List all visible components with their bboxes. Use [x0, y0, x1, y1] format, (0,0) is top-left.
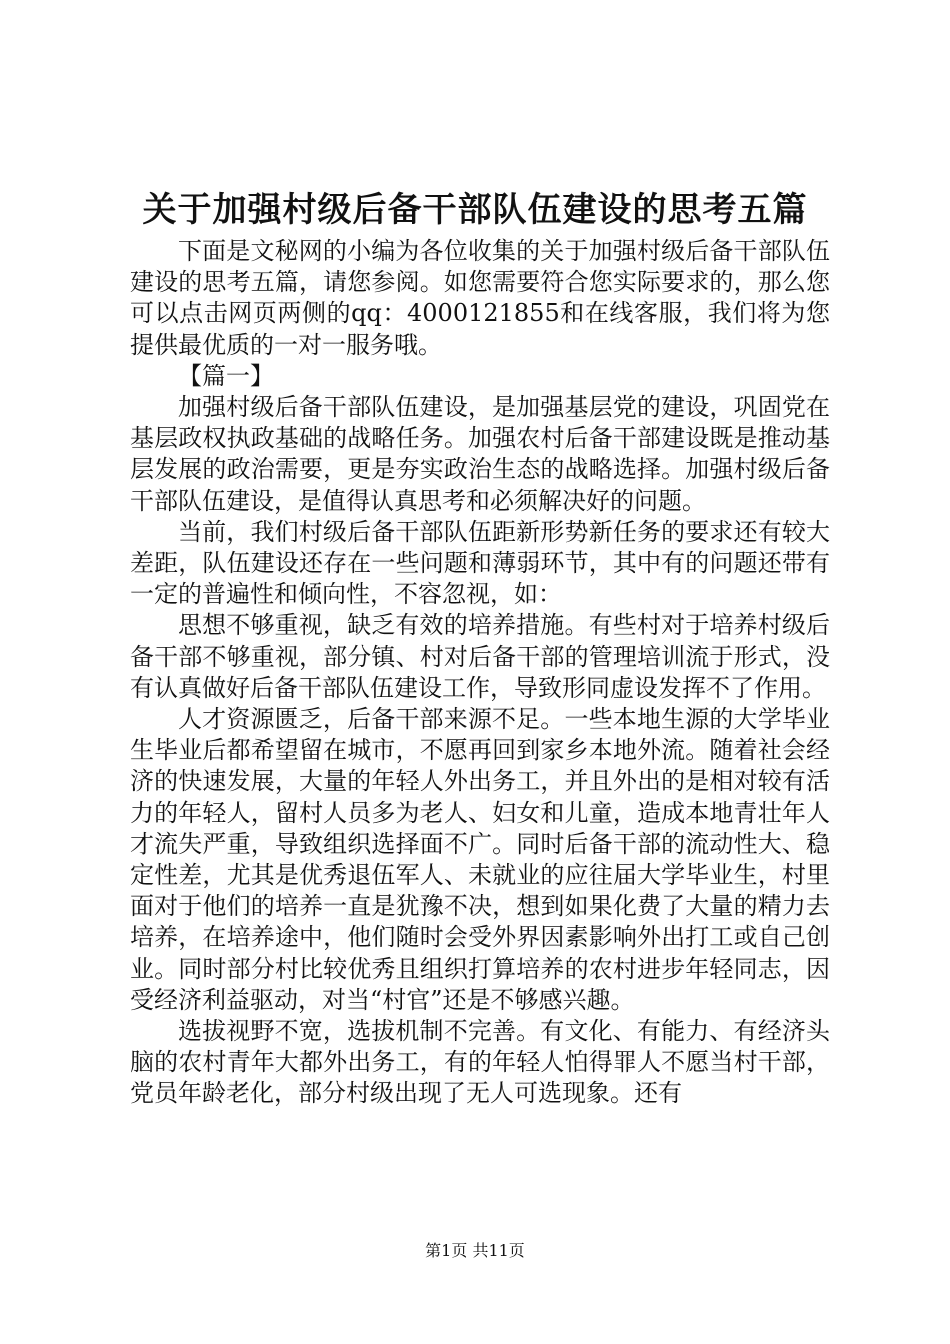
body-paragraph: 思想不够重视，缺乏有效的培养措施。有些村对于培养村级后备干部不够重视，部分镇、村对后备干部的管理培训流于形式，没有认真做好后备干部队伍建设工作，导致形同虚设发挥不了作用。 [130, 611, 830, 702]
body-paragraph: 人才资源匮乏，后备干部来源不足。一些本地生源的大学毕业生毕业后都希望留在城市，不愿再回到家乡本地外流。随着社会经济的快速发展，大量的年轻人外出务工，并且外出的是相对较有活力的年轻人，留村人员多为老人、妇女和儿童，造成本地青壮年人才流失严重，导致组织选择面不广。同时后备干部的流动性大、稳定性差，尤其是优秀退伍军人、未就业的应往届大学毕业生，村里面对于他们的培养一直是犹豫不决，想到如果化费了大量的精力去培养，在培养途中，他们随时会受外界因素影响外出打工或自己创业。同时部分村比较优秀且组织打算培养的农村进步年轻同志，因受经济利益驱动，对当“村官”还是不够感兴趣。 [130, 705, 830, 1014]
body-paragraph: 加强村级后备干部队伍建设，是加强基层党的建设，巩固党在基层政权执政基础的战略任务。加强农村后备干部建设既是推动基层发展的政治需要，更是夯实政治生态的战略选择。加强村级后备干部队伍建设，是值得认真思考和必须解决好的问题。 [130, 393, 830, 515]
intro-paragraph: 下面是文秘网的小编为各位收集的关于加强村级后备干部队伍建设的思考五篇，请您参阅。如您需要符合您实际要求的，那么您可以点击网页两侧的qq：4000121855和在线客服，我们将为您提供最优质的一对一服务哦。 [130, 237, 830, 359]
section-heading: 【篇一】 [178, 361, 274, 390]
document-body [130, 236, 830, 1110]
document-title: 关于加强村级后备干部队伍建设的思考五篇 [142, 190, 808, 230]
body-paragraph: 当前，我们村级后备干部队伍距新形势新任务的要求还有较大差距，队伍建设还存在一些问题和薄弱环节，其中有的问题还带有一定的普遍性和倾向性，不容忽视，如： [130, 517, 830, 609]
body-paragraph: 选拔视野不宽，选拔机制不完善。有文化、有能力、有经济头脑的农村青年大都外出务工，有的年轻人怕得罪人不愿当村干部，党员年龄老化，部分村级出现了无人可选现象。还有 [130, 1017, 830, 1108]
page-footer: 第1页 共11页 [425, 1241, 525, 1260]
